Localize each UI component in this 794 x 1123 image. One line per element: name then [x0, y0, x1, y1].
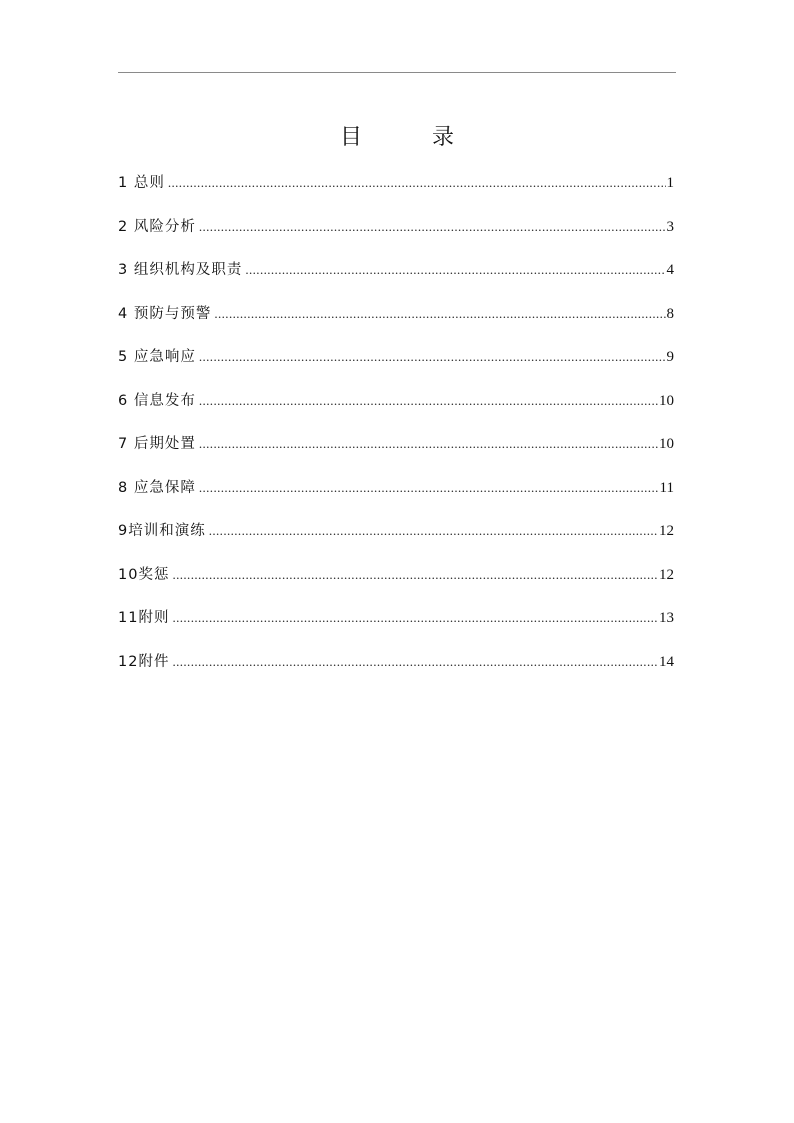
toc-entry-page-number: 12 — [659, 566, 674, 583]
dot-leader — [245, 258, 665, 282]
table-of-contents — [118, 171, 674, 693]
dot-leader — [214, 302, 665, 326]
dot-leader — [199, 476, 659, 500]
dot-leader — [199, 389, 658, 413]
toc-entry-6[interactable] — [118, 389, 674, 433]
toc-entry-page-number: 9 — [666, 349, 674, 365]
toc-entry-page-number: 12 — [659, 523, 674, 539]
toc-entry-page-number: 11 — [659, 479, 674, 496]
dot-leader — [172, 563, 658, 587]
toc-entry-12[interactable] — [118, 650, 674, 694]
toc-entry-page-number: 4 — [666, 262, 674, 278]
toc-entry-10[interactable] — [118, 563, 674, 607]
dot-leader — [168, 171, 666, 195]
toc-entry-page-number: 13 — [659, 610, 674, 626]
dot-leader — [199, 345, 666, 369]
toc-entry-label: 10奖惩 — [118, 566, 170, 583]
dot-leader — [199, 215, 666, 239]
toc-entry-label: 6 信息发布 — [118, 392, 196, 409]
toc-entry-11[interactable] — [118, 606, 674, 650]
toc-entry-label: 5 应急响应 — [118, 349, 196, 365]
dot-leader — [172, 650, 658, 674]
dot-leader — [209, 519, 658, 543]
toc-entry-label: 4 预防与预警 — [118, 305, 212, 322]
toc-entry-5[interactable] — [118, 345, 674, 389]
toc-entry-1[interactable] — [118, 171, 674, 215]
toc-entry-page-number: 10 — [659, 436, 674, 452]
toc-entry-page-number: 8 — [666, 305, 674, 322]
toc-entry-page-number: 10 — [659, 392, 674, 409]
toc-entry-page-number: 3 — [666, 218, 674, 235]
toc-entry-page-number: 1 — [666, 175, 674, 191]
toc-entry-2[interactable] — [118, 215, 674, 259]
toc-entry-7[interactable] — [118, 432, 674, 476]
toc-entry-3[interactable] — [118, 258, 674, 302]
toc-entry-9[interactable] — [118, 519, 674, 563]
toc-entry-label: 3 组织机构及职责 — [118, 262, 243, 278]
toc-entry-label: 7 后期处置 — [118, 436, 196, 452]
toc-entry-8[interactable] — [118, 476, 674, 520]
toc-entry-label: 9培训和演练 — [118, 523, 206, 539]
toc-entry-label: 12附件 — [118, 653, 170, 670]
dot-leader — [172, 606, 658, 630]
toc-entry-label: 1 总则 — [118, 175, 165, 191]
header-rule — [118, 72, 676, 73]
page-title: 目 录 — [339, 125, 478, 150]
toc-entry-4[interactable] — [118, 302, 674, 346]
dot-leader — [199, 432, 658, 456]
toc-entry-label: 8 应急保障 — [118, 479, 196, 496]
toc-entry-page-number: 14 — [659, 653, 674, 670]
toc-entry-label: 2 风险分析 — [118, 218, 196, 235]
toc-entry-label: 11附则 — [118, 610, 170, 626]
